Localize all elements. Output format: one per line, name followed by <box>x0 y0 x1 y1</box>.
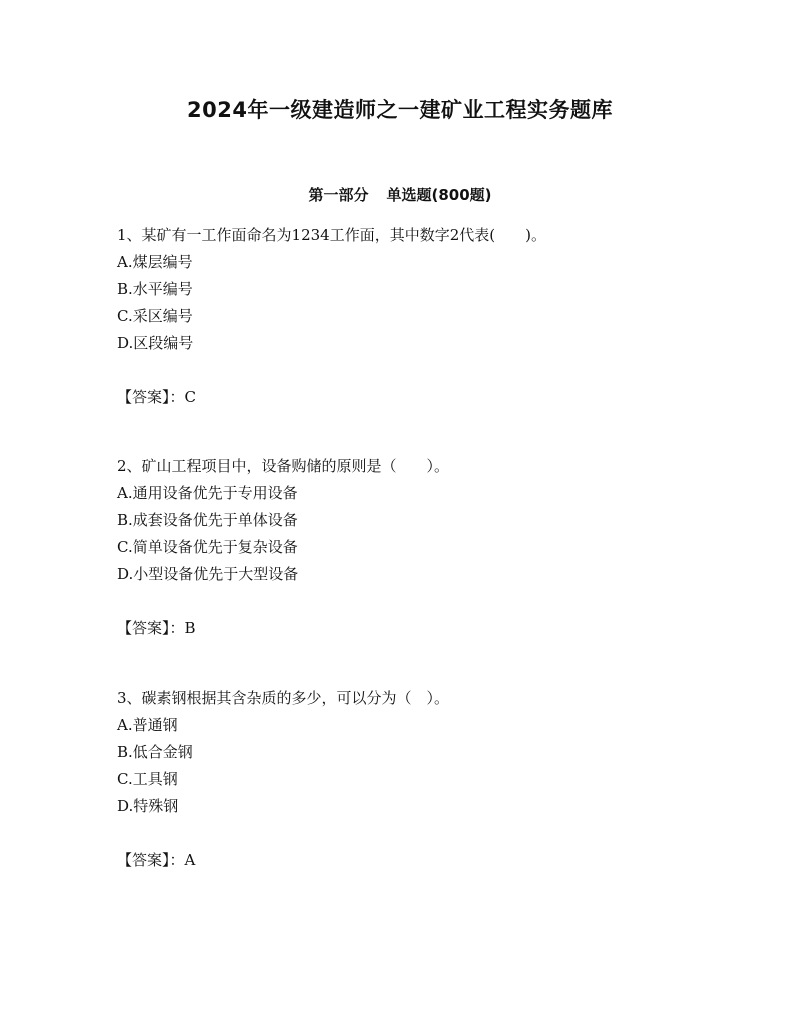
option-b: B.低合金钢 <box>117 743 193 761</box>
option-b: B.水平编号 <box>117 280 193 298</box>
document-title: 2024年一级建造师之一建矿业工程实务题库 <box>187 98 613 122</box>
option-a: A.煤层编号 <box>117 253 193 271</box>
answer-line: 【答案】：A <box>117 851 196 869</box>
section-type-label: 单选题(800题) <box>386 186 492 204</box>
option-d: D.小型设备优先于大型设备 <box>117 565 299 583</box>
answer-line: 【答案】：C <box>117 388 196 406</box>
question-stem: 3、碳素钢根据其含杂质的多少，可以分为（ ）。 <box>117 689 450 707</box>
option-d: D.特殊钢 <box>117 797 179 815</box>
section-part-label: 第一部分 <box>308 186 369 204</box>
question-stem: 1、某矿有一工作面命名为1234工作面，其中数字2代表( )。 <box>117 226 546 244</box>
option-a: A.通用设备优先于专用设备 <box>117 484 298 502</box>
question-stem: 2、矿山工程项目中，设备购储的原则是（ ）。 <box>117 457 450 475</box>
option-c: C.简单设备优先于复杂设备 <box>117 538 298 556</box>
question-2 <box>117 453 717 642</box>
section-heading <box>0 184 800 205</box>
option-a: A.普通钢 <box>117 716 178 734</box>
question-3 <box>117 685 717 874</box>
option-c: C.工具钢 <box>117 770 178 788</box>
option-b: B.成套设备优先于单体设备 <box>117 511 298 529</box>
option-d: D.区段编号 <box>117 334 194 352</box>
answer-line: 【答案】：B <box>117 619 196 637</box>
option-c: C.采区编号 <box>117 307 193 325</box>
question-1 <box>117 222 717 411</box>
